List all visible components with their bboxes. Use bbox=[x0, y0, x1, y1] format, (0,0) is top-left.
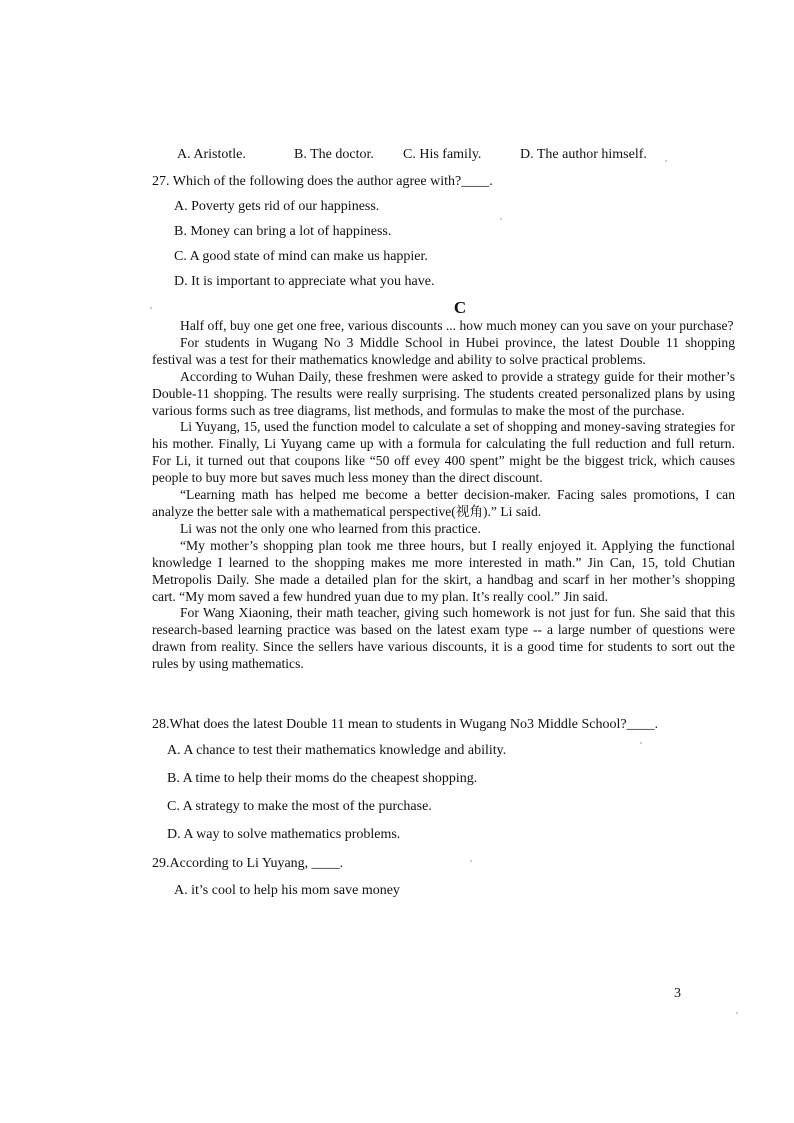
q27-option-d: D. It is important to appreciate what you have. bbox=[174, 274, 435, 289]
q27-stem: 27. Which of the following does the author agree with?____. bbox=[152, 174, 493, 189]
scan-speck bbox=[640, 742, 642, 744]
page-number: 3 bbox=[674, 986, 681, 1001]
q28-option-c: C. A strategy to make the most of the purchase. bbox=[167, 799, 432, 814]
passage-paragraph-1: Half off, buy one get one free, various discounts ... how much money can you save on your purchase? bbox=[180, 318, 734, 333]
q26-options bbox=[177, 147, 677, 165]
q26-option-a: A. Aristotle. bbox=[177, 147, 246, 162]
passage-paragraph-4: Li Yuyang, 15, used the function model to calculate a set of shopping and money-saving strategies for his mother. Finally, Li Yuyang came up with a formula for calculating the full reduction and full return. For Li, it turned out that coupons like “50 off evey 400 spent” might be the biggest trick, which causes people to buy more but saves much less money than the direct discount. bbox=[152, 419, 735, 486]
q28-stem: 28.What does the latest Double 11 mean to students in Wugang No3 Middle School?____. bbox=[152, 717, 659, 732]
q27-option-c: C. A good state of mind can make us happier. bbox=[174, 249, 428, 264]
q26-option-d: D. The author himself. bbox=[520, 147, 647, 162]
scan-speck bbox=[500, 218, 502, 220]
passage-paragraph-8: For Wang Xiaoning, their math teacher, giving such homework is not just for fun. She said that this research-based learning practice was based on the latest exam type -- a large number of questions were drawn from reality. Since the sellers have various discounts, it is a good time for students to sort out the rules by using mathematics. bbox=[152, 605, 735, 672]
passage-paragraph-2: For students in Wugang No 3 Middle School in Hubei province, the latest Double 11 shopping festival was a test for their mathematics knowledge and ability to solve practical problems. bbox=[152, 334, 735, 367]
section-title: C bbox=[453, 298, 467, 317]
q29-stem: 29.According to Li Yuyang, ____. bbox=[152, 856, 344, 871]
passage bbox=[152, 318, 735, 673]
passage-paragraph-3: According to Wuhan Daily, these freshmen were asked to provide a strategy guide for their mother’s Double-11 shopping. The results were really surprising. The students created personalized plans by using various forms such as tree diagrams, list methods, and formulas to make the most of the purchase. bbox=[152, 368, 735, 418]
passage-paragraph-5: “Learning math has helped me become a better decision-maker. Facing sales promotions, I can analyze the better sale with a mathematical perspective(视角).” Li said. bbox=[152, 487, 735, 519]
q29-option-a: A. it’s cool to help his mom save money bbox=[174, 883, 400, 898]
q28-option-b: B. A time to help their moms do the cheapest shopping. bbox=[167, 771, 478, 786]
passage-paragraph-6: Li was not the only one who learned from this practice. bbox=[180, 520, 481, 536]
scan-speck bbox=[470, 860, 472, 862]
q27-option-b: B. Money can bring a lot of happiness. bbox=[174, 224, 392, 239]
q27-option-a: A. Poverty gets rid of our happiness. bbox=[174, 199, 380, 214]
passage-paragraph-7: “My mother’s shopping plan took me three hours, but I really enjoyed it. Applying the functional knowledge I learned to the shopping makes me more interested in math.” Jin Can, 15, told Chutian Metropolis Daily. She made a detailed plan for the skirt, a handbag and scarf in her mother’s shopping cart. “My mom saved a few hundred yuan due to my plan. It’s really cool.” Jin said. bbox=[152, 537, 735, 604]
q26-option-c: C. His family. bbox=[403, 147, 482, 162]
q26-option-b: B. The doctor. bbox=[294, 147, 374, 162]
q28-option-d: D. A way to solve mathematics problems. bbox=[167, 827, 401, 842]
scan-speck bbox=[665, 160, 667, 162]
scan-speck bbox=[150, 307, 152, 309]
q28-option-a: A. A chance to test their mathematics knowledge and ability. bbox=[167, 743, 507, 758]
scan-speck bbox=[736, 1012, 738, 1014]
